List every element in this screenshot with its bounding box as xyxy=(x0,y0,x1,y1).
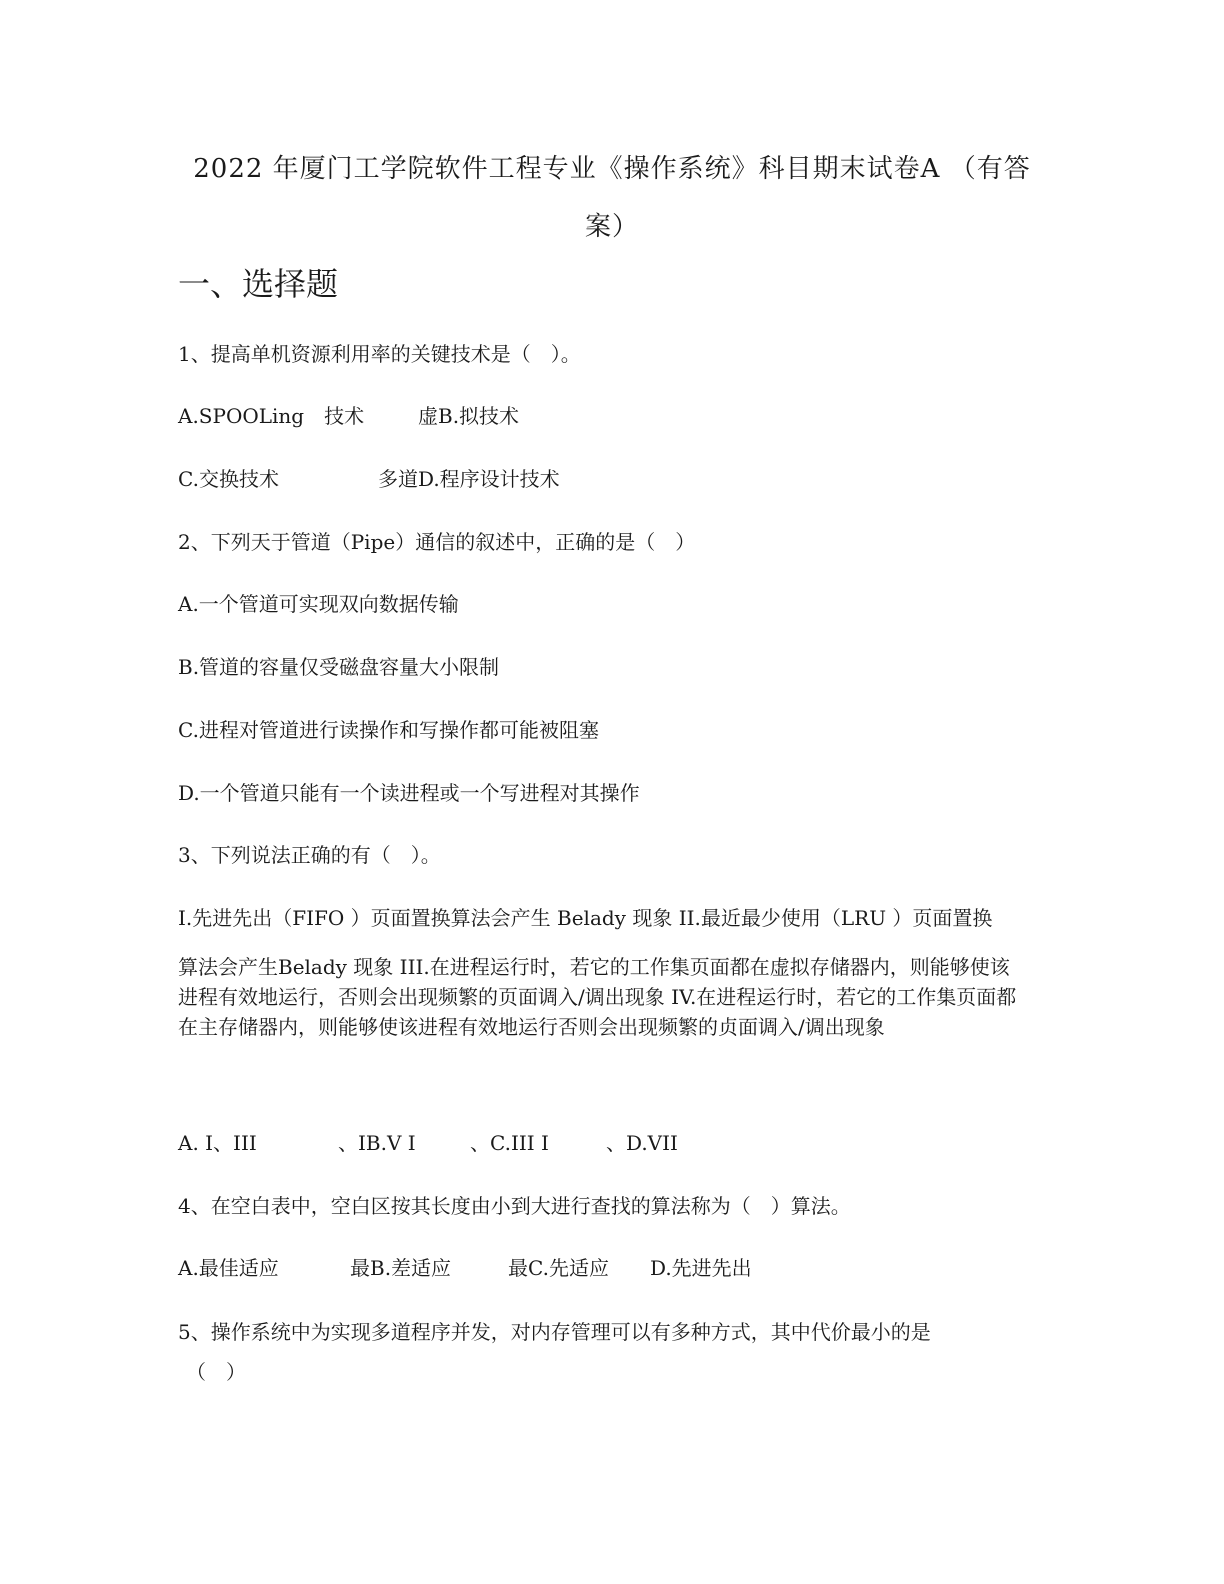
q2-option-d: D.一个管道只能有一个读进程或一个写进程对其操作 xyxy=(178,781,640,805)
q4-option-d: D.先进先出 xyxy=(650,1256,752,1280)
q2-option-b: B.管道的容量仅受磁盘容量大小限制 xyxy=(178,655,500,679)
q1-option-a: A.SPOOLing 技术 xyxy=(178,404,365,428)
q4-stem: 4、在空白表中，空白区按其长度由小到大进行查找的算法称为（ ）算法。 xyxy=(178,1194,851,1218)
q5-stem: 5、操作系统中为实现多道程序并发，对内存管理可以有多种方式，其中代价最小的是 xyxy=(178,1320,931,1344)
q3-statement-body: 算法会产生Belady 现象 III.在进程运行时，若它的工作集页面都在虚拟存储器内，则能够使该进程有效地运行，否则会出现频繁的页面调入/调出现象 IV.在进程运行时，若它的工作集页面都在主存储器内，则能够使该进程有效地运行否则会出现频繁的贞面调入/调出现象 xyxy=(178,955,1017,1039)
section-heading: 一、选择题 xyxy=(178,265,339,303)
q4-option-b: 最B.差适应 xyxy=(350,1256,452,1280)
q2-stem: 2、下列天于管道（Pipe）通信的叙述中，正确的是（ ） xyxy=(178,530,696,554)
q2-option-c: C.进程对管道进行读操作和写操作都可能被阻塞 xyxy=(178,718,599,742)
q1-stem: 1、提高单机资源利用率的关键技术是（ ）。 xyxy=(178,342,581,366)
q5-answer-blank: （ ） xyxy=(186,1360,246,1384)
q3-option-a: A. I、III xyxy=(178,1131,257,1155)
q1-option-d: 多道D.程序设计技术 xyxy=(378,467,560,491)
q3-option-b: 、IB.V I xyxy=(338,1131,416,1155)
q1-option-b: 虚B.拟技术 xyxy=(418,404,520,428)
q3-option-d: 、D.VII xyxy=(606,1131,678,1155)
q3-statement-line1: I.先进先出（FIFO ）页面置换算法会产生 Belady 现象 II.最近最少使用（LRU ）页面置换 xyxy=(178,906,993,930)
q2-option-a: A.一个管道可实现双向数据传输 xyxy=(178,592,459,616)
q3-option-c: 、C.III I xyxy=(470,1131,549,1155)
q4-option-a: A.最佳适应 xyxy=(178,1256,279,1280)
q3-stem: 3、下列说法正确的有（ ）。 xyxy=(178,843,441,867)
page-title: 2022 年厦门工学院软件工程专业《操作系统》科目期末试卷A （有答案） xyxy=(193,154,1031,242)
q1-option-c: C.交换技术 xyxy=(178,467,279,491)
q4-option-c: 最C.先适应 xyxy=(508,1256,609,1280)
